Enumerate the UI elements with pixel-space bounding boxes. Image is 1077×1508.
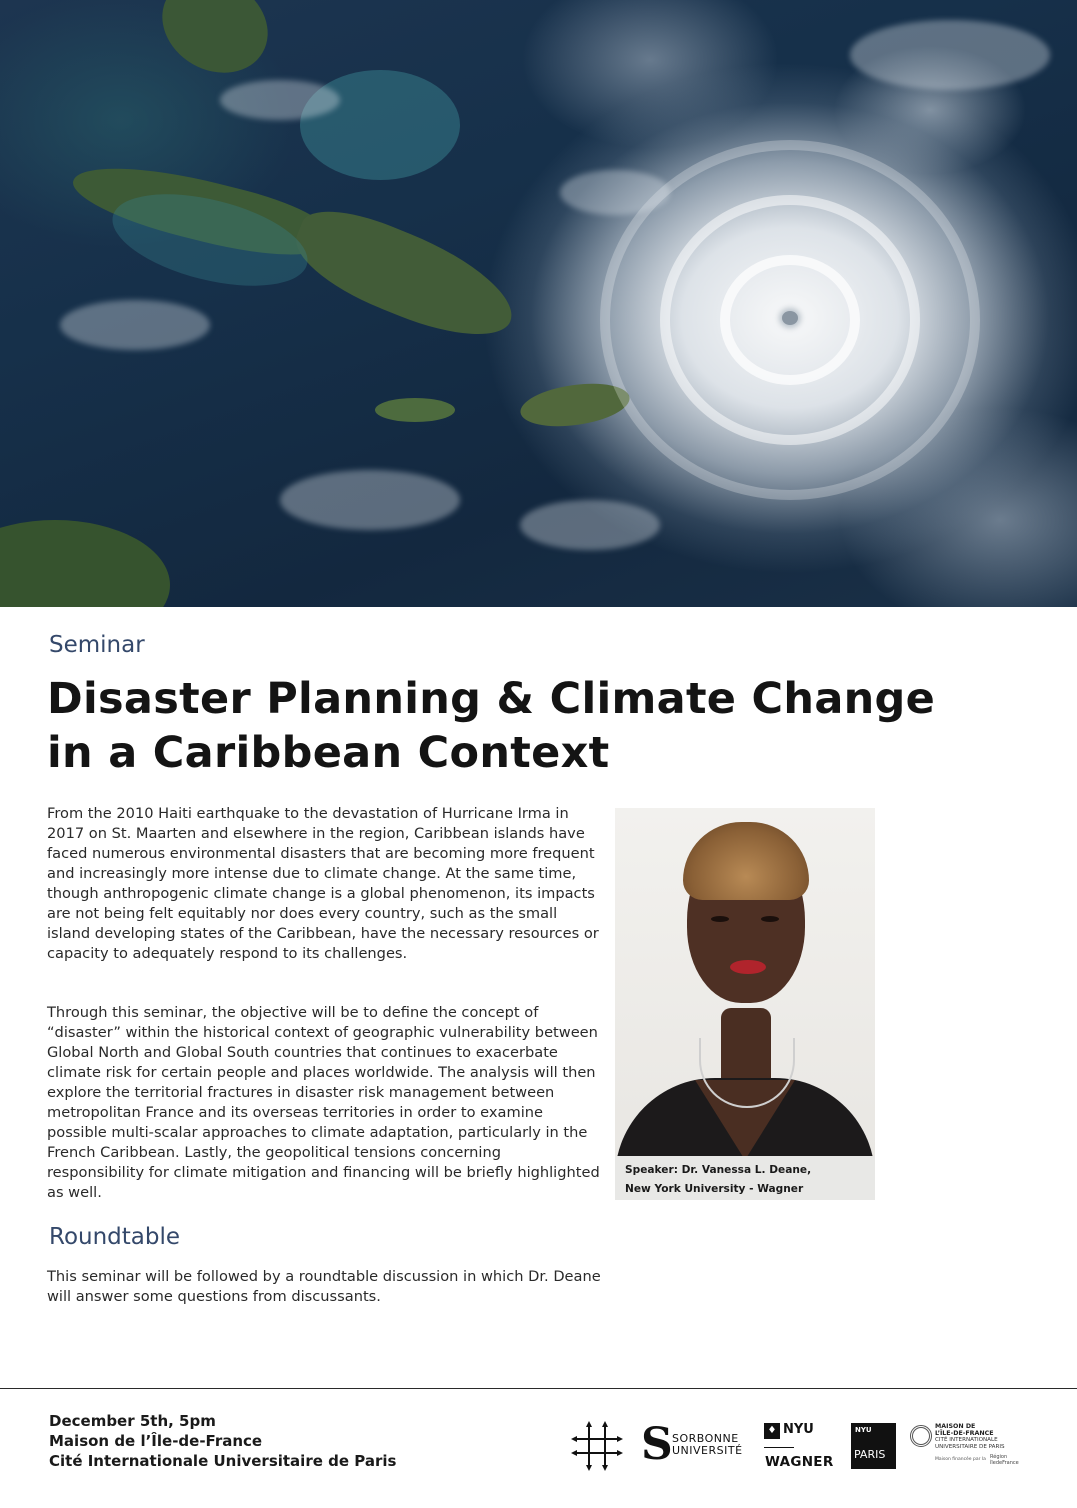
cloud	[520, 500, 660, 550]
cloud	[280, 470, 460, 530]
maison-line-1: MAISON DE	[935, 1423, 976, 1430]
sorbonne-wordmark	[672, 1433, 743, 1457]
page-title	[47, 672, 1007, 780]
objective-paragraph: Through this seminar, the objective will be to define the concept of “disaster” within the historical context of geographic vulnerability between Global North and Global South countries that continues to exacerbate climate risk for certain people and places worldwide. The analysis will then explore the territorial fractures in disaster risk management between metropolitan France and its overseas territories in order to examine possible multi-scalar approaches to climate adaptation, particularly in the French Caribbean. Lastly, the geopolitical tensions concerning responsibility for climate mitigation and financing will be briefly highlighted as well.	[47, 1004, 600, 1201]
nyu-wagner-rule	[764, 1447, 794, 1448]
nyu-wagner-nyu: NYU	[783, 1422, 814, 1437]
cloud	[60, 300, 210, 350]
nyu-paris-paris: PARIS	[854, 1448, 886, 1461]
maison-subtitle	[935, 1437, 1005, 1450]
sorbonne-line: SORBONNE	[672, 1432, 739, 1445]
sorbonne-s-mark: S	[641, 1419, 673, 1470]
cuba-east-landmass	[283, 195, 526, 355]
jamaica-landmass	[375, 398, 455, 422]
maison-line-4: UNIVERSITAIRE DE PARIS	[935, 1443, 1005, 1450]
cite-grid-logo	[571, 1421, 623, 1471]
region-logo	[990, 1455, 1019, 1466]
event-category: Seminar	[49, 632, 145, 658]
south-america-landmass	[0, 520, 170, 607]
nyu-paris-nyu: NYU	[855, 1426, 872, 1434]
maison-funded: Maison financée par la	[935, 1457, 986, 1462]
nyu-wagner-wagner: WAGNER	[765, 1454, 834, 1470]
maison-circle-icon	[910, 1425, 932, 1447]
cloud	[560, 170, 670, 215]
event-venue: Maison de l’Île-de-France	[49, 1432, 263, 1450]
speaker-photo	[615, 808, 875, 1156]
intro-paragraph: From the 2010 Haiti earthquake to the devastation of Hurricane Irma in 2017 on St. Maarten and elsewhere in the region, Caribbean islands have faced numerous environmental disasters that are becoming more frequent and increasingly more intense due to climate change. At the same time, though anthropogenic climate change is a global phenomenon, its impacts are not being felt equitably nor does every country, such as the small island developing states of the Caribbean, have the necessary resources or capacity to adequately respond to its challenges.	[47, 805, 599, 962]
nyu-torch-icon: ♦	[764, 1423, 780, 1439]
speaker-caption	[615, 1156, 875, 1200]
speaker-hair	[683, 822, 809, 900]
event-location: Cité Internationale Universitaire de Paris	[49, 1452, 397, 1470]
grid-arrows-icon	[571, 1421, 623, 1471]
roundtable-heading: Roundtable	[49, 1224, 181, 1250]
nyu-wagner-logo	[764, 1421, 838, 1471]
title-line-1: Disaster Planning & Climate Change	[47, 674, 936, 724]
speaker-photo-card	[615, 808, 875, 1200]
hurricane-eye	[782, 311, 798, 325]
title-line-2: in a Caribbean Context	[47, 728, 610, 778]
maison-line-2: L’ÎLE-DE-FRANCE	[935, 1430, 994, 1437]
footer-divider	[0, 1388, 1077, 1389]
speaker-eye-left	[711, 916, 729, 922]
cloud	[220, 80, 340, 120]
florida-landmass	[145, 0, 285, 91]
event-date: December 5th, 5pm	[49, 1412, 216, 1430]
nyu-paris-logo	[851, 1423, 896, 1469]
roundtable-paragraph: This seminar will be followed by a roundtable discussion in which Dr. Deane will answer some questions from discussants.	[47, 1268, 601, 1305]
maison-line-3: CITÉ INTERNATIONALE	[935, 1437, 998, 1443]
speaker-lips	[730, 960, 766, 974]
speaker-affiliation: New York University - Wagner	[625, 1183, 804, 1195]
cloud	[850, 20, 1050, 90]
speaker-name: Speaker: Dr. Vanessa L. Deane,	[625, 1164, 812, 1176]
region-line-1: Région	[990, 1454, 1008, 1460]
maison-title	[935, 1423, 994, 1437]
region-line-2: îledeFrance	[990, 1459, 1019, 1466]
hurricane-satellite-image	[0, 0, 1077, 607]
sorbonne-universite-logo	[641, 1419, 751, 1470]
universite-line: UNIVERSITÉ	[672, 1444, 743, 1457]
speaker-eye-right	[761, 916, 779, 922]
maison-ile-de-france-logo	[910, 1421, 1022, 1471]
event-details	[49, 1411, 396, 1471]
